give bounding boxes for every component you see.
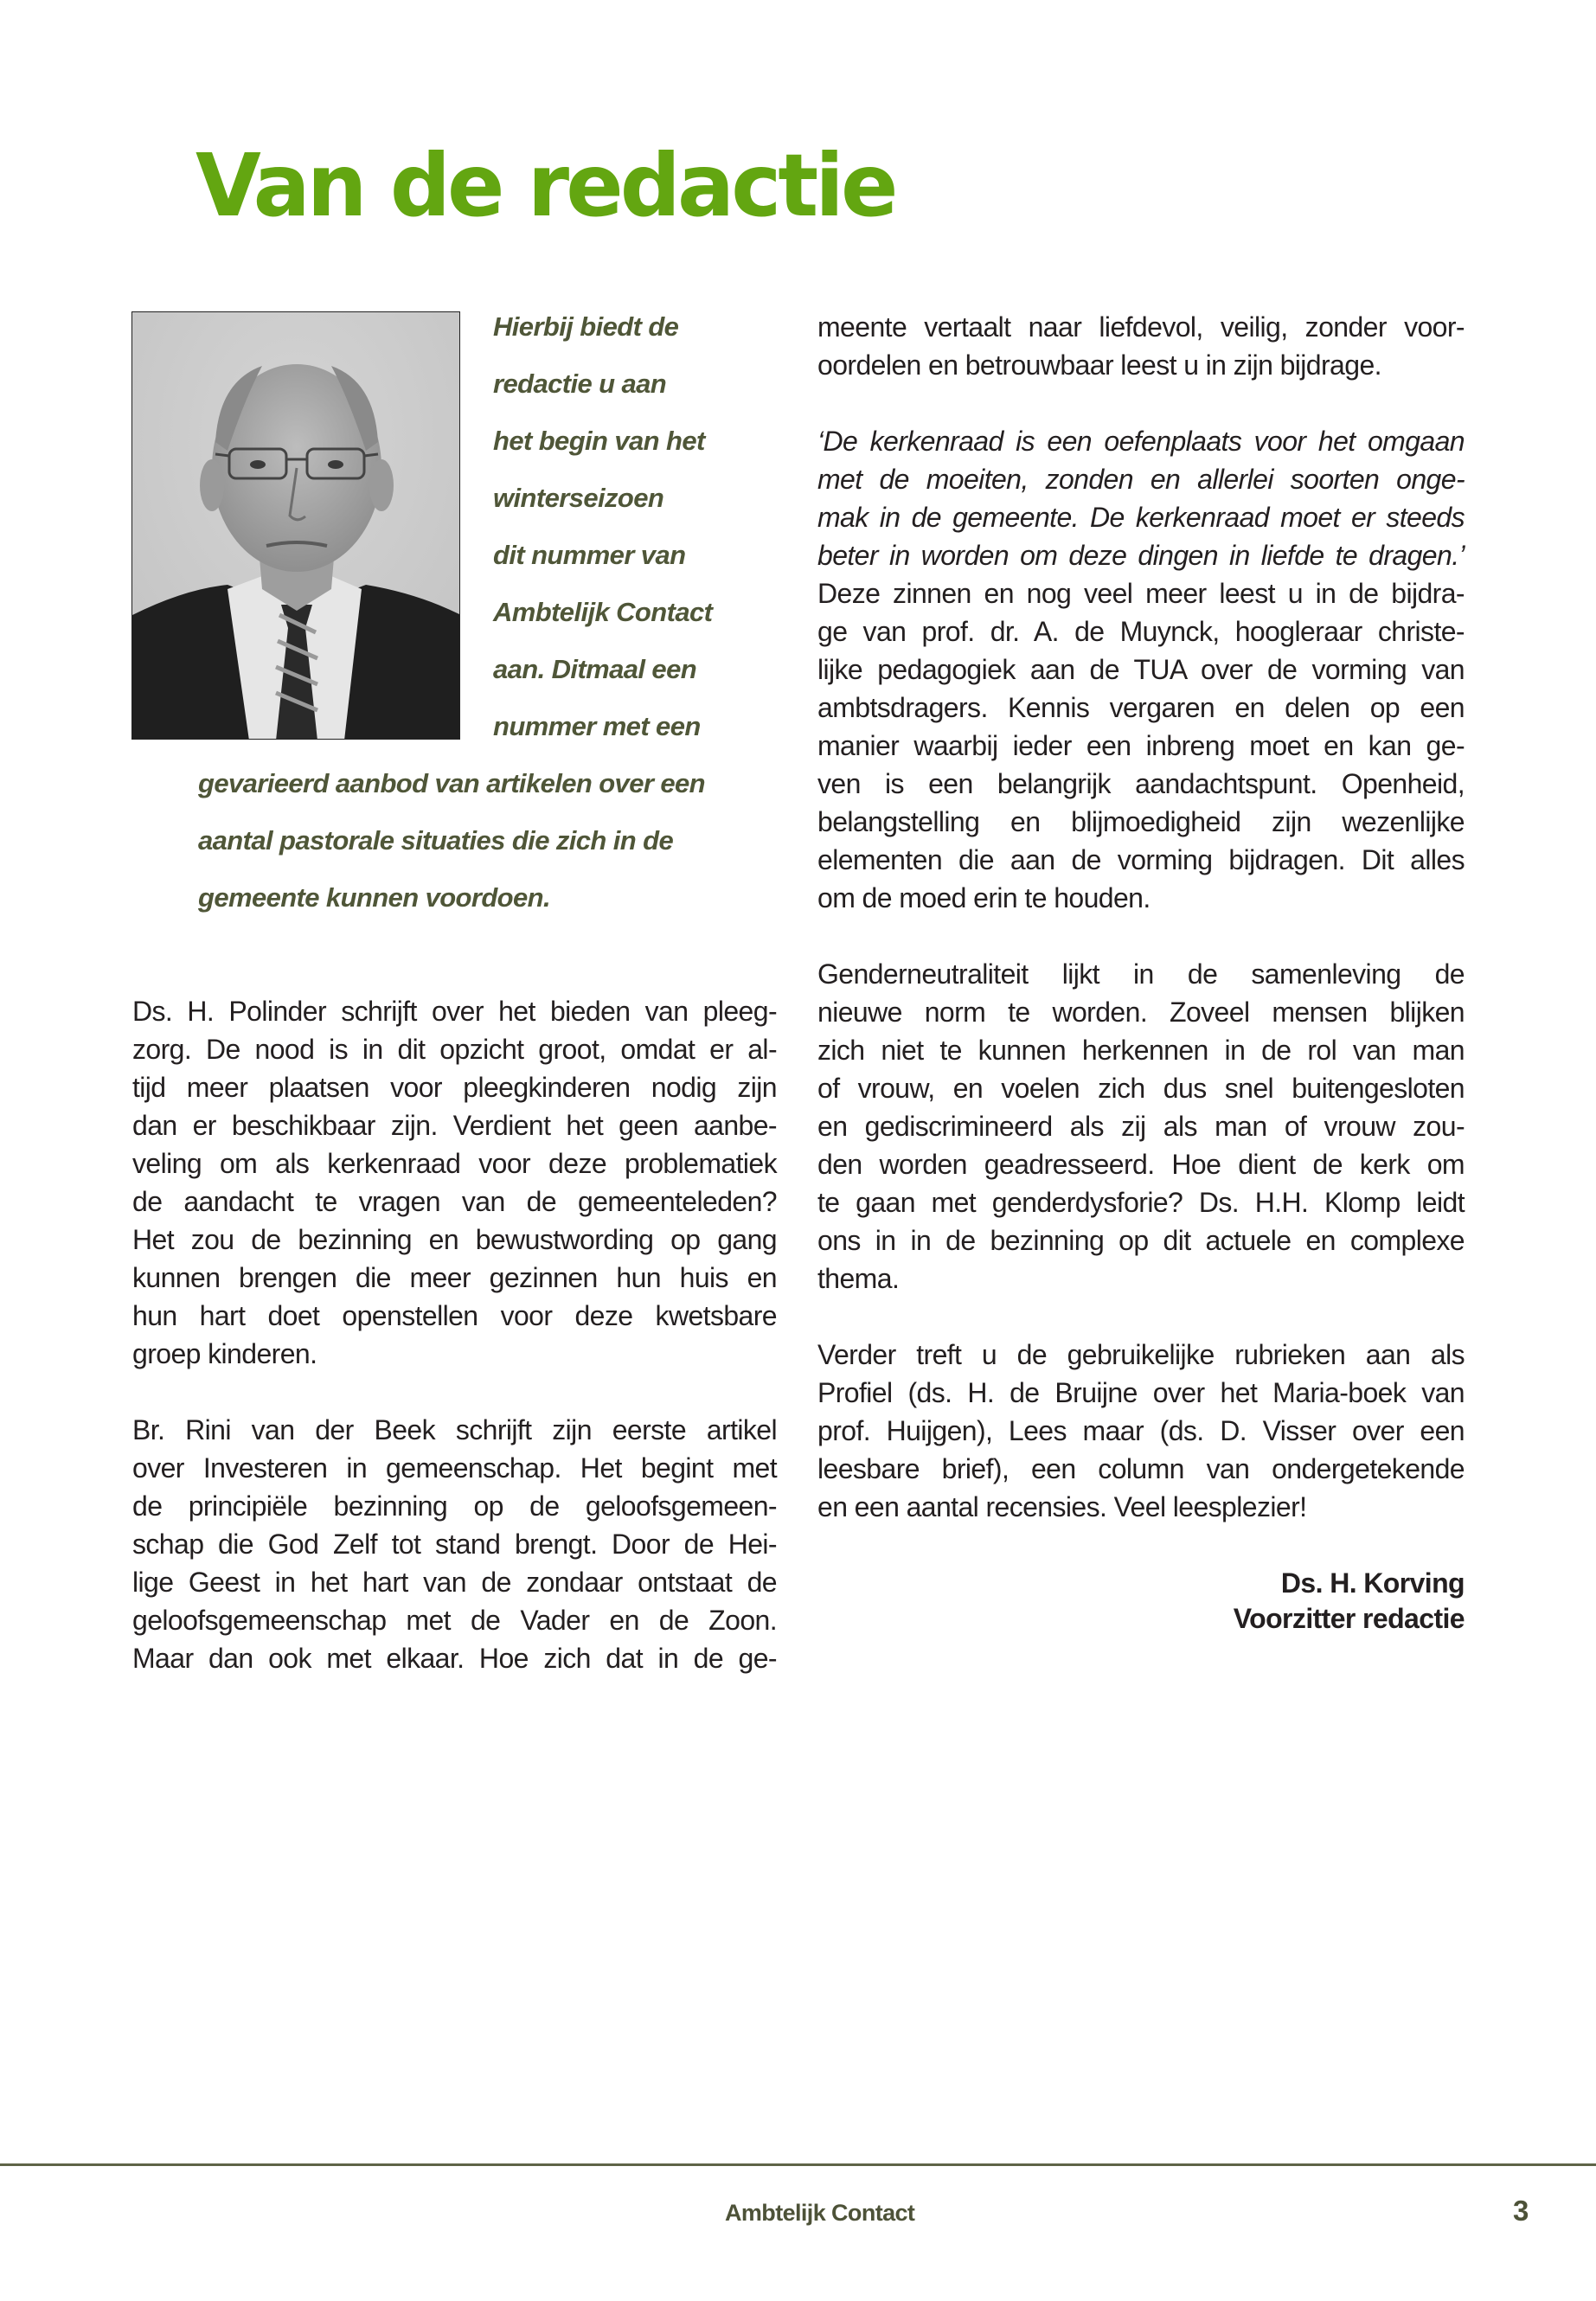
footer-divider [0,2163,1596,2166]
signature-role: Voorzitter redactie [1233,1603,1465,1634]
quote-line: mak in de gemeente. De kerkenraad moet er steeds [817,502,1465,533]
intro-line: aan. Ditmaal een [493,654,697,684]
text-line: Het zou de bezinning en bewustwording op gang [132,1224,777,1255]
text-line: manier waarbij ieder een inbreng moet en kan ge- [817,730,1465,761]
text-line: groep kinderen. [132,1338,317,1369]
text-line: zich niet te kunnen herkennen in de rol van man [817,1035,1465,1066]
intro-line: dit nummer van [493,540,686,570]
text-line: meente vertaalt naar liefdevol, veilig, zonder voor- [817,311,1465,343]
text-line: ven is een belangrijk aandachtspunt. Openheid, [817,768,1465,799]
text-line: over Investeren in gemeenschap. Het begint met [132,1452,777,1484]
intro-line: het begin van het [493,426,705,456]
author-portrait-photo [131,311,460,740]
text-line: om de moed erin te houden. [817,882,1151,913]
text-line: oordelen en betrouwbaar leest u in zijn bijdrage. [817,349,1381,381]
text-line: tijd meer plaatsen voor pleegkinderen nodig zijn [132,1072,777,1103]
text-line: elementen die aan de vorming bijdragen. Dit alles [817,844,1465,875]
intro-line: Ambtelijk Contact [493,597,713,627]
text-line: zorg. De nood is in dit opzicht groot, omdat er al- [132,1034,777,1065]
text-line: Br. Rini van der Beek schrijft zijn eerste artikel [132,1414,777,1445]
page-title: Van de redactie [195,135,895,236]
page-number: 3 [1513,2195,1529,2227]
text-line: ons in in de bezinning op dit actuele en complexe [817,1225,1465,1256]
text-line: Ds. H. Polinder schrijft over het bieden van pleeg- [132,996,777,1027]
text-line: hun hart doet openstellen voor deze kwetsbare [132,1300,777,1331]
intro-line: aantal pastorale situaties die zich in de [198,825,674,856]
quote-line: met de moeiten, zonden en allerlei soorten onge- [817,464,1465,495]
text-line: en een aantal recensies. Veel leesplezier! [817,1491,1307,1522]
intro-line: Hierbij biedt de [493,311,679,342]
text-line: Deze zinnen en nog veel meer leest u in de bijdra- [817,578,1465,609]
text-line: geloofsgemeenschap met de Vader en de Zoon. [132,1605,777,1636]
intro-line: redactie u aan [493,369,667,399]
text-line: kunnen brengen die meer gezinnen hun huis en [132,1262,777,1293]
text-line: den worden geadresseerd. Hoe dient de kerk om [817,1149,1465,1180]
text-line: thema. [817,1263,900,1294]
portrait-image-icon [132,312,460,740]
text-line: ambtsdragers. Kennis vergaren en delen op een [817,692,1465,723]
intro-line: gevarieerd aanbod van artikelen over een [198,768,705,798]
text-line: veling om als kerkenraad voor deze problematiek [132,1148,777,1179]
text-line: of vrouw, en voelen zich dus snel buitengesloten [817,1073,1465,1104]
text-line: lige Geest in het hart van de zondaar ontstaat de [132,1567,777,1598]
text-line: lijke pedagogiek aan de TUA over de vorming van [817,654,1465,685]
text-line: ge van prof. dr. A. de Muynck, hoogleraar christe- [817,616,1465,647]
intro-line: gemeente kunnen voordoen. [198,882,551,913]
text-line: dan er beschikbaar zijn. Verdient het geen aanbe- [132,1110,777,1141]
text-line: Verder treft u de gebruikelijke rubrieken aan als [817,1339,1465,1370]
quote-line: ‘De kerkenraad is een oefenplaats voor het omgaan [817,426,1465,457]
text-line: en gediscrimineerd als zij als man of vrouw zou- [817,1111,1465,1142]
footer-publication-name: Ambtelijk Contact [725,2200,915,2226]
text-line: te gaan met genderdysforie? Ds. H.H. Klomp leidt [817,1187,1465,1218]
text-line: belangstelling en blijmoedigheid zijn wezenlijke [817,806,1465,837]
text-line: schap die God Zelf tot stand brengt. Door de Hei- [132,1529,777,1560]
text-line: Genderneutraliteit lijkt in de samenleving de [817,958,1465,990]
signature-block [1234,1566,1465,1637]
text-line: leesbare brief), een column van ondergetekende [817,1453,1465,1484]
quote-line: beter in worden om deze dingen in liefde te dragen.’ [817,540,1465,571]
text-line: de aandacht te vragen van de gemeenteleden? [132,1186,777,1217]
text-line: nieuwe norm te worden. Zoveel mensen blijken [817,997,1465,1028]
text-line: Maar dan ook met elkaar. Hoe zich dat in de ge- [132,1643,777,1674]
intro-line: winterseizoen [493,483,664,513]
text-line: Profiel (ds. H. de Bruijne over het Maria-boek van [817,1377,1465,1408]
text-line: de principiële bezinning op de geloofsgemeen- [132,1490,777,1522]
intro-line: nummer met een [493,711,701,741]
text-line: prof. Huijgen), Lees maar (ds. D. Visser over een [817,1415,1465,1446]
signature-name: Ds. H. Korving [1280,1567,1465,1599]
